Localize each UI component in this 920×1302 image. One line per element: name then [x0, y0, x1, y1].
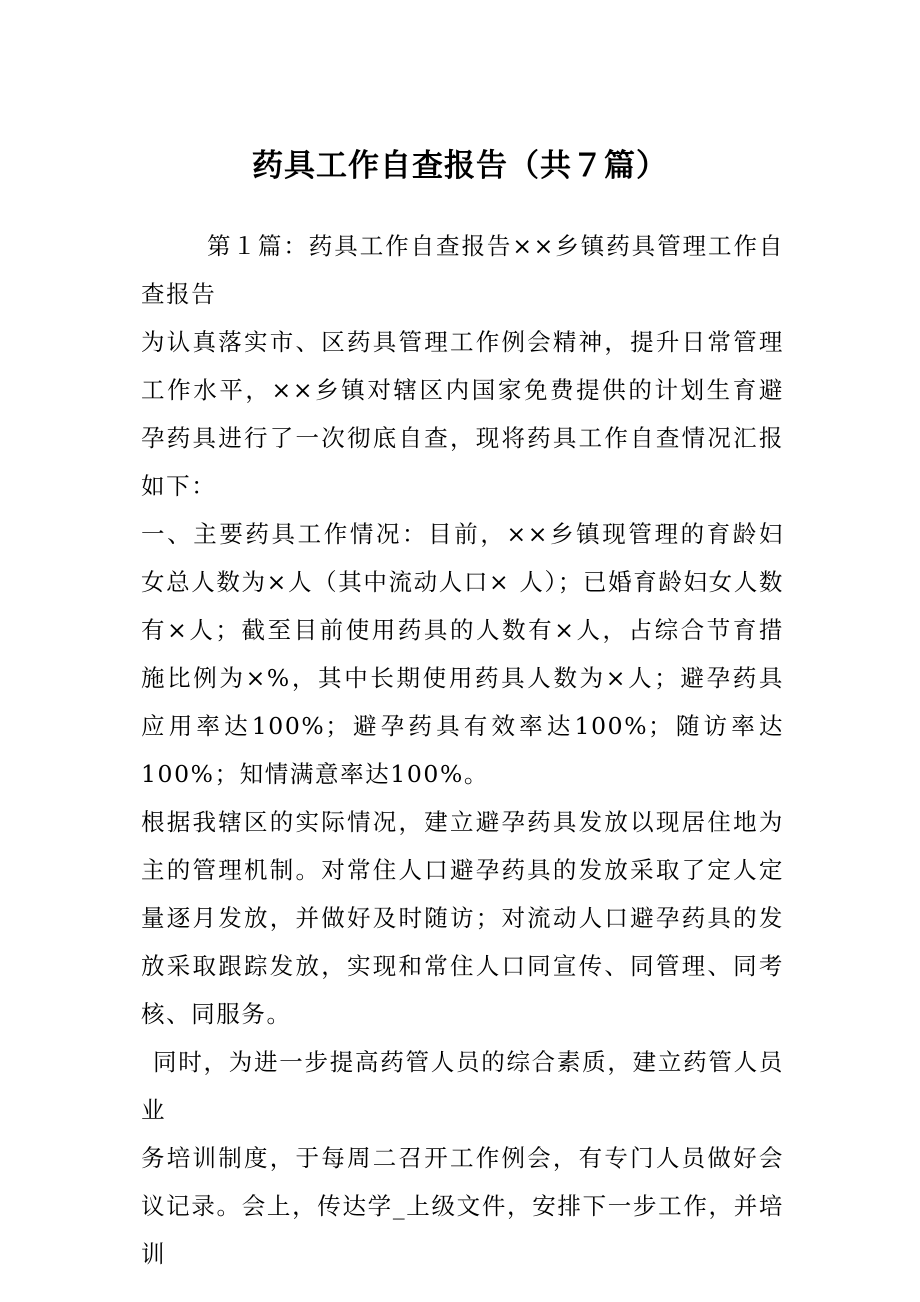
- management-mechanism-paragraph: 根据我辖区的实际情况，建立避孕药具发放以现居住地为主的管理机制。对常住人口避孕药具的发放采取了定人定量逐月发放，并做好及时随访；对流动人口避孕药具的发放采取跟踪发放，实现和常住人口同宣传、同管理、同考核、同服务。: [141, 808, 784, 1028]
- section-heading-paragraph: 第１篇：药具工作自查报告××乡镇药具管理工作自查报告: [141, 232, 784, 308]
- training-paragraph-start: 同时，为进一步提高药管人员的综合素质，建立药管人员业: [141, 1048, 784, 1124]
- training-paragraph-continued: 务培训制度，于每周二召开工作例会，有专门人员做好会议记录。会上，传达学_上级文件，安排下一步工作，并培训: [141, 1144, 784, 1268]
- work-status-paragraph: 一、主要药具工作情况：目前，××乡镇现管理的育龄妇女总人数为×人（其中流动人口× 人）；已婚育龄妇女人数有×人；截至目前使用药具的人数有×人，占综合节育措施比例为×%，其中长期使用药具人数为×人；避孕药具应用率达100%；避孕药具有效率达100%；随访率达100%；知情满意率达100%。: [141, 520, 784, 788]
- document-body: [141, 222, 784, 1278]
- intro-paragraph: 为认真落实市、区药具管理工作例会精神，提升日常管理工作水平，××乡镇对辖区内国家免费提供的计划生育避孕药具进行了一次彻底自查，现将药具工作自查情况汇报如下：: [141, 328, 784, 500]
- document-title: 药具工作自查报告（共７篇）: [252, 148, 668, 184]
